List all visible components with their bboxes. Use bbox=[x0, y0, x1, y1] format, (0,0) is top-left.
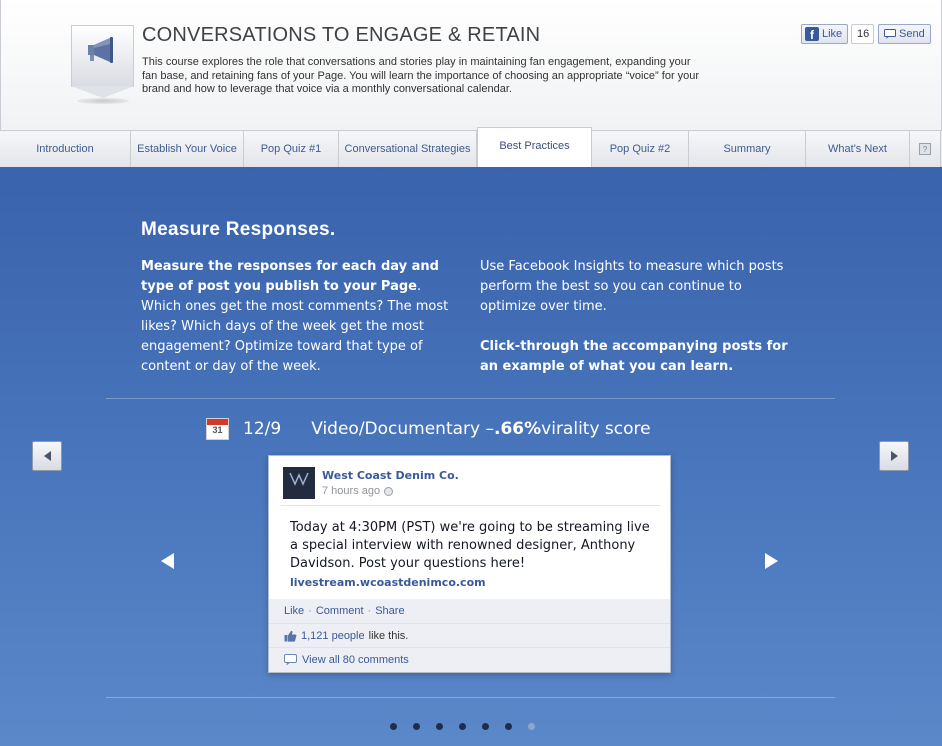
pagination-dots bbox=[390, 723, 535, 730]
tab-pop-quiz-1[interactable]: Pop Quiz #1 bbox=[244, 131, 339, 167]
action-separator: · bbox=[367, 605, 372, 617]
post-text: Today at 4:30PM (PST) we're going to be streaming live a special interview with renowned designer, Anthony Davidson. Post your questions here! bbox=[290, 520, 650, 571]
course-tabs bbox=[0, 130, 942, 167]
top-divider bbox=[106, 398, 835, 399]
post-actions bbox=[269, 599, 670, 623]
pagination-dot[interactable] bbox=[459, 723, 466, 730]
post-likes bbox=[269, 623, 670, 647]
facebook-like-button[interactable] bbox=[801, 24, 848, 44]
pagination-dot[interactable] bbox=[390, 723, 397, 730]
tab-establish-your-voice[interactable]: Establish Your Voice bbox=[131, 131, 244, 167]
slide-header bbox=[206, 418, 651, 440]
pagination-dot[interactable] bbox=[413, 723, 420, 730]
previous-button[interactable] bbox=[32, 441, 62, 471]
help-button[interactable] bbox=[910, 131, 941, 167]
course-header bbox=[0, 0, 942, 130]
post-time bbox=[322, 485, 393, 497]
view-comments-link[interactable]: View all 80 comments bbox=[302, 654, 409, 666]
tab-pop-quiz-2[interactable]: Pop Quiz #2 bbox=[592, 131, 689, 167]
tab-conversational-strategies[interactable]: Conversational Strategies bbox=[339, 131, 477, 167]
send-icon bbox=[884, 29, 896, 39]
thumbs-up-icon bbox=[284, 630, 297, 642]
course-description: This course explores the role that conversations and stories play in maintaining fan engagement, expanding your fan base, and retaining fans of your Page. You will learn the importance of choosing an appropriate “voice” for your brand and how to leverage that voice via a monthly conversational calendar. bbox=[142, 56, 700, 95]
right-bold-text: Click-through the accompanying posts for an example of what you can learn. bbox=[480, 339, 788, 374]
course-title: CONVERSATIONS TO ENGAGE & RETAIN bbox=[142, 24, 541, 46]
calendar-icon: 31 bbox=[206, 418, 229, 440]
denim-logo-icon bbox=[289, 472, 309, 486]
facebook-icon: f bbox=[805, 27, 819, 41]
badge-shadow bbox=[77, 98, 129, 104]
likes-suffix: like this. bbox=[368, 629, 409, 642]
like-count: 16 bbox=[851, 24, 874, 44]
virality-score: .66% bbox=[494, 419, 542, 439]
tab-whats-next[interactable]: What's Next bbox=[806, 131, 910, 167]
lesson-content bbox=[0, 167, 942, 746]
next-post-arrow[interactable] bbox=[765, 553, 778, 569]
pagination-dot[interactable] bbox=[482, 723, 489, 730]
lesson-left-column bbox=[141, 257, 451, 377]
globe-icon bbox=[384, 487, 393, 496]
chevron-left-icon bbox=[44, 451, 51, 461]
comment-action[interactable]: Comment bbox=[315, 605, 364, 617]
likes-count[interactable]: 1,121 people bbox=[301, 629, 365, 642]
right-text: Use Facebook Insights to measure which posts perform the best so you can continue to optimize over time. bbox=[480, 259, 784, 314]
tab-summary[interactable]: Summary bbox=[689, 131, 806, 167]
left-text: . Which ones get the most comments? The most likes? Which days of the week get the most engagement? Optimize toward that type of content or day of the week. bbox=[141, 279, 449, 374]
course-badge bbox=[71, 25, 134, 87]
left-bold-text: Measure the responses for each day and type of post you publish to your Page bbox=[141, 259, 439, 294]
share-action[interactable]: Share bbox=[375, 605, 405, 617]
post-separator bbox=[281, 505, 660, 506]
post-timestamp[interactable]: 7 hours ago bbox=[322, 485, 381, 497]
post-comments bbox=[269, 647, 670, 672]
megaphone-icon bbox=[86, 36, 120, 64]
action-separator: · bbox=[308, 605, 312, 617]
like-label: Like bbox=[822, 28, 843, 40]
like-action[interactable]: Like bbox=[284, 605, 305, 617]
previous-post-arrow[interactable] bbox=[161, 553, 174, 569]
lesson-title: Measure Responses. bbox=[141, 219, 336, 240]
facebook-post bbox=[268, 455, 671, 673]
page-name[interactable]: West Coast Denim Co. bbox=[322, 469, 459, 482]
tab-introduction[interactable]: Introduction bbox=[0, 131, 131, 167]
send-label: Send bbox=[899, 28, 925, 40]
badge-tip bbox=[71, 86, 134, 98]
virality-label: virality score bbox=[541, 419, 651, 439]
facebook-send-button[interactable] bbox=[878, 24, 931, 44]
chevron-right-icon bbox=[891, 451, 898, 461]
bottom-divider bbox=[106, 697, 835, 698]
slide-post-type: Video/Documentary – bbox=[311, 419, 494, 439]
help-icon: ? bbox=[919, 143, 931, 155]
lesson-right-column bbox=[480, 257, 790, 377]
slide-date: 12/9 bbox=[243, 419, 282, 439]
pagination-dot[interactable] bbox=[436, 723, 443, 730]
post-link[interactable]: livestream.wcoastdenimco.com bbox=[290, 576, 486, 589]
pagination-dot[interactable] bbox=[528, 723, 535, 730]
pagination-dot[interactable] bbox=[505, 723, 512, 730]
page-avatar[interactable] bbox=[283, 467, 315, 499]
next-button[interactable] bbox=[879, 441, 909, 471]
comment-icon bbox=[284, 654, 297, 666]
tab-best-practices[interactable]: Best Practices bbox=[477, 127, 592, 167]
